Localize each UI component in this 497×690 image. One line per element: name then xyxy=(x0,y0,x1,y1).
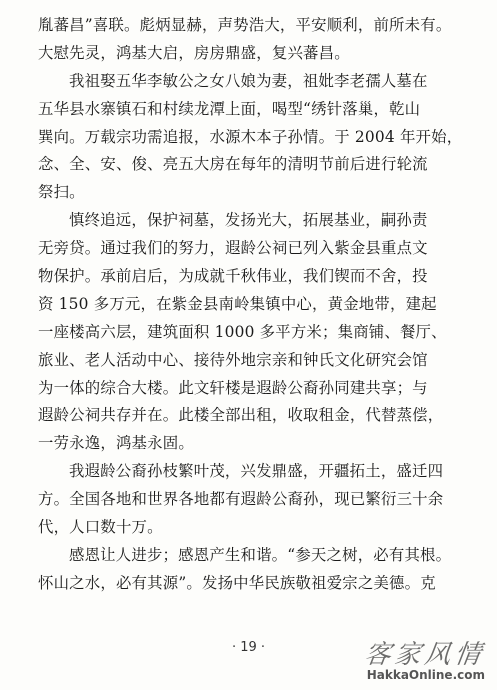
text-line: 巽向。万载宗功需追报，水源木本子孙情。于 2004 年开始， xyxy=(38,127,463,146)
text-line: 旅业、老人活动中心、接待外地宗亲和钟氏文化研究会馆 xyxy=(38,350,428,369)
text-line: 遐龄公祠共存并在。此楼全部出租，收取租金，代替蒸偿， xyxy=(38,406,444,425)
text-line: 我遐龄公裔孙枝繁叶茂，兴发鼎盛，开疆拓土，盛迁四 xyxy=(69,462,444,481)
text-line: 代，人口数十万。 xyxy=(38,518,163,537)
watermark-url: HakkaOnline.com xyxy=(366,668,485,682)
text-line: 一座楼高六层，建筑面积 1000 多平方米；集商铺、餐厅、 xyxy=(38,322,447,341)
text-line: 方。全国各地和世界各地都有遐龄公裔孙，现已繁衍三十余 xyxy=(38,490,444,509)
watermark-logo xyxy=(339,634,489,682)
text-line: 为一体的综合大楼。此文轩楼是遐龄公裔孙同建共享；与 xyxy=(38,378,428,397)
text-line: 念、全、安、俊、亮五大房在每年的清明节前后进行轮流 xyxy=(38,155,428,174)
watermark-glyphs: 客家风情 xyxy=(362,640,487,670)
text-line: 一劳永逸，鸿基永固。 xyxy=(38,434,194,453)
text-line: 祭扫。 xyxy=(38,183,85,202)
page-number: · 19 · xyxy=(231,640,266,655)
text-line: 物保护。承前启后，为成就千秋伟业，我们锲而不舍，投 xyxy=(38,267,428,286)
body-text xyxy=(38,12,468,598)
text-line: 怀山之水，必有其源”。发扬中华民族敬祖爱宗之美德。克 xyxy=(38,573,436,592)
text-line: 无旁贷。通过我们的努力，遐龄公祠已列入紫金县重点文 xyxy=(38,239,428,258)
text-line: 资 150 多万元，在紫金县南岭集镇中心，黄金地带，建起 xyxy=(38,294,437,313)
text-line: 慎终追远，保护祠墓，发扬光大，拓展基业，嗣孙责 xyxy=(69,211,428,230)
text-line: 感恩让人进步；感恩产生和谐。“参天之树，必有其根。 xyxy=(69,545,452,564)
text-line: 胤蕃昌”喜联。彪炳显赫，声势浩大，平安顺利，前所未有。 xyxy=(38,16,452,34)
text-line: 大慰先灵，鸿基大启，房房鼎盛，复兴蕃昌。 xyxy=(38,43,350,62)
text-line: 五华县水寨镇石和村续龙潭上面，喝型“绣针落巢，乾山 xyxy=(38,99,421,118)
text-line: 我祖娶五华李敏公之女八娘为妻，祖妣李老孺人墓在 xyxy=(69,71,428,90)
